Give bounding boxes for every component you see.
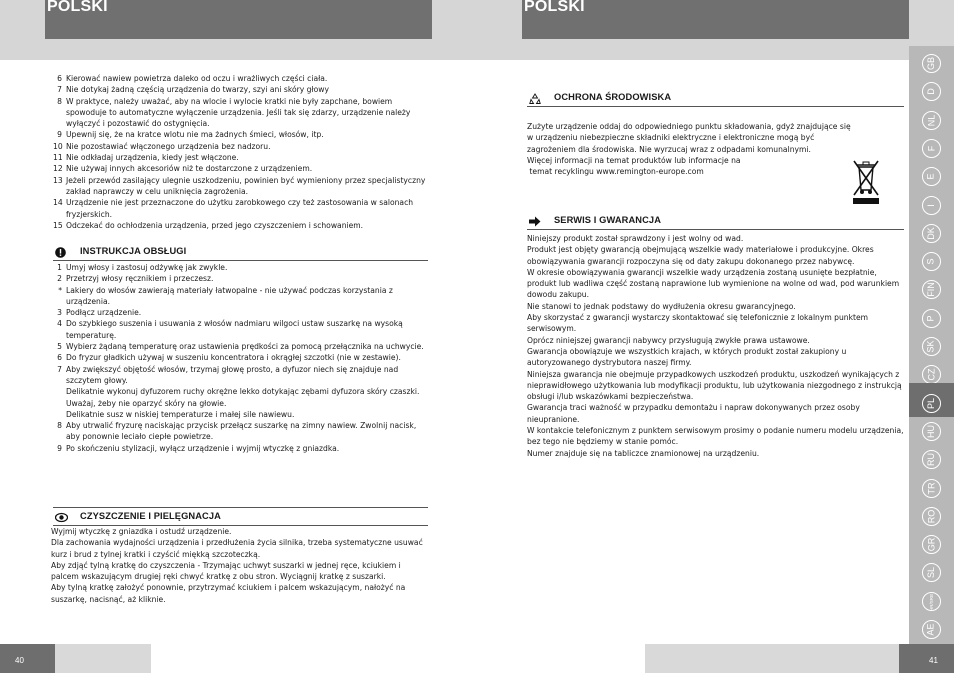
language-tab-label: GB xyxy=(925,56,936,71)
language-tab-label: PL xyxy=(925,397,936,409)
language-tab-label: HR/SRB xyxy=(929,593,935,611)
instruction-item xyxy=(53,285,428,308)
service-paragraph: W okresie obowiązywania gwarancji wszelkie wady urządzenia zostaną usunięte bezpłatnie, produkt lub wadliwa część zostaną naprawione lub wymienione na wolne od wad, pod warunkiem dowodu zakupu. xyxy=(527,267,900,300)
service-paragraph: Niniejsza gwarancja nie obejmuje przypadkowych uszkodzeń produktu, uszkodzeń wynikających z nieprawidłowego użytkowania lub modyfikacji produktu, lub użytkowania niezgodnego z instrukcją obsługi i/lub wskazówkami bezpieczeństwa. xyxy=(527,369,902,402)
item-number: 14 xyxy=(53,198,63,208)
item-text: Delikatnie wykonuj dyfuzorem ruchy okrężne lekko dotykając zębami dyfuzora skóry czaszki. xyxy=(66,387,420,397)
environment-text xyxy=(527,121,852,177)
language-tab-badge xyxy=(922,563,941,582)
page-number-box xyxy=(0,644,55,673)
cleaning-title: CZYSZCZENIE I PIELĘGNACJA xyxy=(80,511,221,521)
language-tab-gb[interactable] xyxy=(909,51,954,73)
safety-item xyxy=(53,73,428,84)
instruction-item xyxy=(53,262,428,273)
item-number: * xyxy=(58,285,62,295)
language-tab-badge xyxy=(922,592,941,611)
cleaning-paragraph: Aby zdjąć tylną kratkę do czyszczenia - Trzymając uchwyt suszarki w jednej ręce, kciukiem i palcem wskazującym drugiej ręki chwyć kratkę z obu stron. Wyciągnij kratkę z suszarki. xyxy=(51,560,401,582)
language-tab-badge xyxy=(922,54,941,73)
language-tab-badge xyxy=(922,252,941,271)
safety-item xyxy=(53,152,428,163)
language-tab-badge xyxy=(922,139,941,158)
language-tab-cz[interactable] xyxy=(909,362,954,384)
language-tab-sl[interactable] xyxy=(909,560,954,582)
language-tab-label: I xyxy=(925,203,936,207)
cleaning-paragraph: Dla zachowania wydajności urządzenia i przedłużenia życia silnika, trzeba systematyczne usuwać kurz i brud z tylnej kratki i czyścić miękką szczoteczką. xyxy=(51,538,423,559)
language-tab-label: RU xyxy=(926,453,936,467)
item-text: Przetrzyj włosy ręcznikiem i przeczesz. xyxy=(66,274,214,284)
instruction-item xyxy=(53,409,428,420)
language-tab-s[interactable] xyxy=(909,249,954,271)
language-tab-f[interactable] xyxy=(909,136,954,158)
service-title: SERWIS I GWARANCJA xyxy=(554,215,662,225)
service-paragraph: Nie stanowi to jednak podstawy do wydłużenia okresu gwarancyjnego. xyxy=(527,301,796,311)
item-text: Do fryzur gładkich używaj w suszeniu koncentratora i okrągłej szczotki (nie w zestawie). xyxy=(66,353,401,363)
language-tab-d[interactable] xyxy=(909,79,954,101)
instruction-item xyxy=(53,352,428,363)
item-text: Wybierz żądaną temperaturę oraz ustawienia prędkości za pomocą przełącznika na uchwycie. xyxy=(66,342,424,352)
language-tab-label: SK xyxy=(925,340,936,353)
safety-item xyxy=(53,163,428,174)
item-number: 9 xyxy=(57,443,62,453)
safety-section xyxy=(53,73,428,231)
item-text: Po skończeniu stylizacji, wyłącz urządzenie i wyjmij wtyczkę z gniazdka. xyxy=(66,443,340,453)
crossed-bin-icon xyxy=(852,157,880,205)
item-number: 11 xyxy=(53,153,63,163)
service-paragraph: Gwarancja traci ważność w przypadku demontażu i napraw dokonywanych przez osoby nieupranione. xyxy=(527,403,860,424)
language-tab-pl[interactable] xyxy=(909,391,954,413)
environment-paragraph: Więcej informacji na temat produktów lub informacje na xyxy=(527,155,741,165)
language-tab-label: FIN xyxy=(926,282,936,298)
language-tab-badge xyxy=(922,111,941,130)
item-number: 4 xyxy=(57,319,62,329)
language-tab-label: S xyxy=(925,258,936,265)
service-paragraph: Numer znajduje się na tabliczce znamionowej na urządzeniu. xyxy=(527,448,760,458)
item-number: 6 xyxy=(57,353,62,363)
instructions-section xyxy=(53,246,428,454)
safety-list xyxy=(53,73,428,231)
environment-title: OCHRONA ŚRODOWISKA xyxy=(554,92,672,102)
language-tab-badge xyxy=(922,167,941,186)
instructions-heading xyxy=(53,246,428,261)
language-tab-badge xyxy=(922,365,941,384)
item-number: 3 xyxy=(57,308,62,318)
language-tab-label: AE xyxy=(925,623,936,636)
service-text xyxy=(527,233,904,459)
language-tab-i[interactable] xyxy=(909,193,954,215)
language-tab-badge xyxy=(922,620,941,639)
item-number: 12 xyxy=(53,164,63,174)
right-page xyxy=(477,0,954,673)
language-tab-label: E xyxy=(925,173,936,180)
service-paragraph: Aby skorzystać z gwarancji wystarczy skontaktować się telefonicznie z lokalnym punktem serwisowym. xyxy=(527,313,869,334)
language-tab-badge xyxy=(922,394,941,413)
language-tab-ro[interactable] xyxy=(909,504,954,526)
language-tab-badge xyxy=(922,224,941,243)
language-tab-sk[interactable] xyxy=(909,334,954,356)
page-number-box xyxy=(899,644,954,673)
safety-item xyxy=(53,96,428,130)
instruction-item xyxy=(53,443,428,454)
recycle-icon xyxy=(529,93,541,105)
item-number: 8 xyxy=(57,96,62,106)
item-number: 15 xyxy=(53,220,63,230)
instruction-item xyxy=(53,307,428,318)
safety-item xyxy=(53,84,428,95)
instruction-item xyxy=(53,386,428,397)
title-band xyxy=(45,0,432,39)
instruction-item xyxy=(53,398,428,409)
item-text: Lakiery do włosów zawierają materiały łatwopalne - nie używać podczas korzystania z urządzenia. xyxy=(66,285,393,306)
instruction-item xyxy=(53,318,428,341)
service-paragraph: Oprócz niniejszej gwarancji nabywcy przysługują zwykłe prawa ustawowe. xyxy=(527,335,810,345)
environment-section xyxy=(527,92,904,177)
item-text: Nie pozostawiać włączonego urządzenia bez nadzoru. xyxy=(66,141,271,151)
language-tab-badge xyxy=(922,422,941,441)
eye-icon xyxy=(55,512,68,523)
service-paragraph: Produkt jest objęty gwarancją obejmującą wszelkie wady materiałowe i produkcyjne. Okres obowiązywania gwarancji rozpoczyna się od daty zakupu dokonanego przez nabywcę. xyxy=(527,245,874,266)
item-text: Kierować nawiew powietrza daleko od oczu i wrażliwych części ciała. xyxy=(66,74,328,83)
language-tab-label: DK xyxy=(925,227,936,240)
language-tab-label: TR xyxy=(926,482,936,494)
item-number: 9 xyxy=(57,130,62,140)
environment-paragraph: temat recyklingu www.remington-europe.com xyxy=(527,167,704,177)
language-tab-label: RO xyxy=(926,509,936,524)
language-tab-badge xyxy=(922,337,941,356)
item-text: Nie dotykaj żadną częścią urządzenia do twarzy, szyi ani skóry głowy xyxy=(66,85,329,95)
item-text: Aby zwiększyć objętość włosów, trzymaj głowę prosto, a dyfuzor niech się znajduje nad szczytem głowy. xyxy=(66,364,399,385)
item-text: Upewnij się, że na kratce wlotu nie ma żadnych śmieci, włosów, itp. xyxy=(66,130,324,140)
footer-gap xyxy=(477,644,645,673)
page-number: 41 xyxy=(929,656,938,665)
instruction-item xyxy=(53,341,428,352)
language-tab-badge xyxy=(922,450,941,469)
language-tab-label: NL xyxy=(925,114,936,126)
language-tab-badge xyxy=(922,507,941,526)
language-tab-ae[interactable] xyxy=(909,617,954,639)
language-tab-badge xyxy=(922,196,941,215)
language-tab-fin[interactable] xyxy=(909,277,954,299)
safety-item xyxy=(53,175,428,198)
item-number: 5 xyxy=(57,342,62,352)
item-number: 1 xyxy=(57,263,62,272)
cleaning-heading xyxy=(53,511,428,526)
title-band xyxy=(522,0,909,39)
item-text: Urządzenie nie jest przeznaczone do użytku zarobkowego czy też zastosowania w salonach fryzjerskich. xyxy=(66,198,414,219)
instructions-list xyxy=(53,262,428,454)
cleaning-section xyxy=(53,507,428,605)
environment-heading xyxy=(527,92,904,107)
cleaning-text xyxy=(51,526,428,605)
instruction-item xyxy=(53,273,428,284)
item-text: Nie odkładaj urządzenia, kiedy jest włączone. xyxy=(66,153,239,163)
item-number: 8 xyxy=(57,421,62,431)
service-paragraph: W kontakcie telefonicznym z punktem serwisowym prosimy o podanie numeru modelu urządzenia, bez tego nie będziemy w stanie pomóc. xyxy=(527,426,904,447)
language-tab-label: CZ xyxy=(926,368,936,381)
item-number: 7 xyxy=(57,85,62,95)
cleaning-top-rule xyxy=(53,507,428,508)
language-tab-label: HU xyxy=(926,424,936,438)
page-title: POLSKI xyxy=(524,0,585,15)
language-tab-badge xyxy=(922,309,941,328)
item-number: 10 xyxy=(53,141,63,151)
language-tab-label: P xyxy=(925,315,936,322)
cleaning-paragraph: Wyjmij wtyczkę z gniazdka i ostudź urządzenie. xyxy=(51,527,232,536)
language-tab-label: SL xyxy=(925,567,936,579)
safety-item xyxy=(53,141,428,152)
language-tab-hr-srb[interactable] xyxy=(909,589,954,611)
instruction-item xyxy=(53,364,428,387)
info-exclamation-icon xyxy=(55,247,66,258)
item-text: W praktyce, należy uważać, aby na wlocie i wylocie kratki nie były zapchane, bowiem spowoduje to automatyczne wyłączenie urządzenia. Jeśli tak się zdarzy, urządzenie należy wyłączyć i pozostawić do ostygnięcia. xyxy=(66,96,411,129)
item-number: 7 xyxy=(57,364,62,374)
service-heading xyxy=(527,215,904,230)
language-tab-ru[interactable] xyxy=(909,447,954,469)
instruction-item xyxy=(53,420,428,443)
language-tab-badge xyxy=(922,82,941,101)
item-text: Uważaj, żeby nie oparzyć skóry na głowie. xyxy=(66,398,227,408)
language-tab-label: D xyxy=(926,88,936,96)
language-sidebar xyxy=(909,46,954,644)
language-tab-badge xyxy=(922,479,941,498)
safety-item xyxy=(53,129,428,140)
page-number: 40 xyxy=(15,656,24,665)
arrow-right-icon xyxy=(529,216,541,227)
instructions-title: INSTRUKCJA OBSŁUGI xyxy=(80,246,187,256)
item-text: Delikatnie susz w niskiej temperaturze i małej sile nawiewu. xyxy=(66,409,295,419)
page-title: POLSKI xyxy=(47,0,108,15)
environment-paragraph: Zużyte urządzenie oddaj do odpowiedniego punktu składowania, gdyż znajdujące się w urządzeniu niebezpieczne składniki elektryczne i elektroniczne mogą być zagrożeniem dla środowiska. Nie wyrzucaj wraz z odpadami komunalnymi. xyxy=(527,122,851,154)
language-tab-gr[interactable] xyxy=(909,532,954,554)
service-paragraph: Niniejszy produkt został sprawdzony i jest wolny od wad. xyxy=(527,234,744,243)
language-tab-nl[interactable] xyxy=(909,108,954,130)
item-text: Jeżeli przewód zasilający ulegnie uszkodzeniu, powinien być wymieniony przez specjalistyczny zakład naprawczy w celu uniknięcia zagrożenia. xyxy=(66,175,426,196)
item-text: Odczekać do ochłodzenia urządzenia, przed jego czyszczeniem i schowaniem. xyxy=(66,220,364,230)
language-tab-tr[interactable] xyxy=(909,476,954,498)
service-paragraph: Gwarancja obowiązuje we wszystkich krajach, w których produkt został zakupiony u autoryzowanego dystrybutora naszej firmy. xyxy=(527,346,847,368)
safety-item xyxy=(53,220,428,231)
language-tab-label: F xyxy=(926,145,936,152)
safety-item xyxy=(53,197,428,220)
item-text: Podłącz urządzenie. xyxy=(66,308,142,318)
service-section xyxy=(527,215,904,459)
language-tab-hu[interactable] xyxy=(909,419,954,441)
footer-gap xyxy=(151,644,477,673)
language-tab-e[interactable] xyxy=(909,164,954,186)
item-number: 13 xyxy=(53,175,63,185)
language-tab-label: GR xyxy=(926,537,936,552)
item-text: Nie używaj innych akcesoriów niż te dostarczone z urządzeniem. xyxy=(66,164,313,174)
language-tab-p[interactable] xyxy=(909,306,954,328)
language-tab-dk[interactable] xyxy=(909,221,954,243)
cleaning-paragraph: Aby tylną kratkę założyć ponownie, przytrzymać kciukiem i palcem wskazującym, nałożyć na suszarkę, nacisnąć, aż kliknie. xyxy=(51,583,406,604)
item-number: 6 xyxy=(57,74,62,83)
item-number: 2 xyxy=(57,274,62,284)
item-text: Do szybkiego suszenia i usuwania z włosów nadmiaru wilgoci ustaw suszarkę na wysoką temperaturę. xyxy=(66,319,403,340)
item-text: Umyj włosy i zastosuj odżywkę jak zwykle. xyxy=(66,263,228,272)
language-tab-badge xyxy=(922,535,941,554)
item-text: Aby utrwalić fryzurę naciskając przycisk przełącz suszarkę na zimny nawiew. Zwolnij nacisk, aby ponownie leciało ciepłe powietrze. xyxy=(66,421,417,442)
language-tab-badge xyxy=(922,280,941,299)
